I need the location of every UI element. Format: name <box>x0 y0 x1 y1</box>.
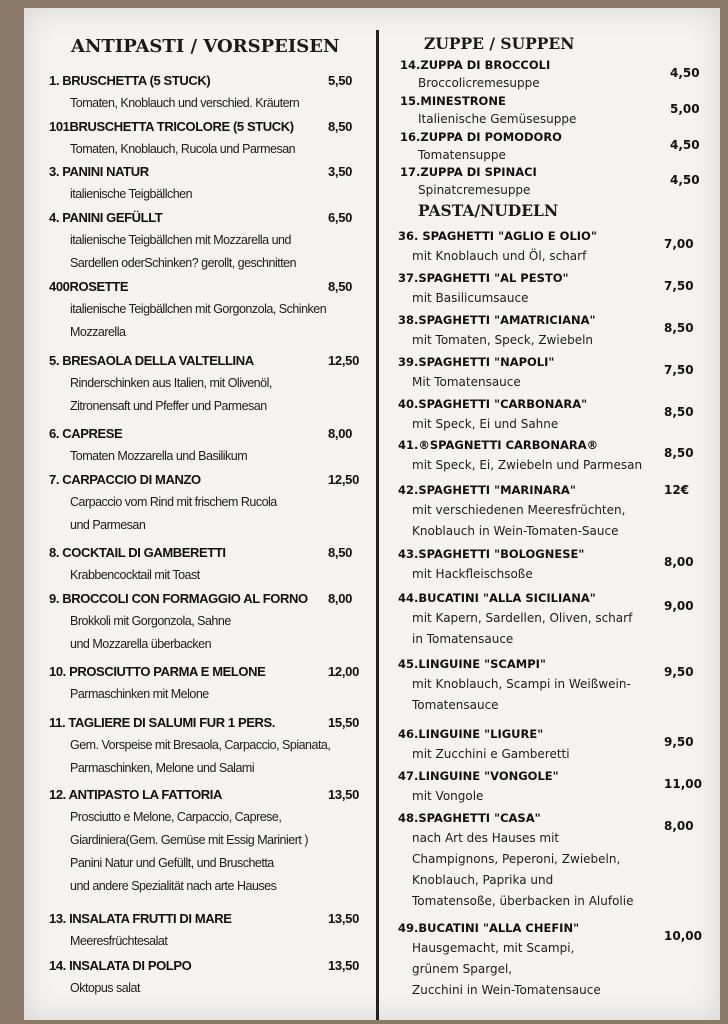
item-name: 6. CAPRESE <box>49 426 123 441</box>
item-name: 16.ZUPPA DI POMODORO <box>400 130 562 144</box>
item-description: Parmaschinken mit Melone <box>70 687 209 701</box>
item-price: 4,50 <box>670 173 700 187</box>
item-price: 4,50 <box>670 66 700 80</box>
item-price: 12,50 <box>328 472 360 487</box>
menu-sheet <box>24 8 720 1020</box>
item-name: 44.BUCATINI "ALLA SICILIANA" <box>398 591 596 605</box>
item-name: 15.MINESTRONE <box>400 94 506 108</box>
item-price: 13,50 <box>328 911 360 926</box>
item-description: Carpaccio vom Rind mit frischem Rucola <box>70 495 277 509</box>
item-description: mit verschiedenen Meeresfrüchten, <box>412 503 626 517</box>
item-description: Tomatensauce <box>412 698 499 712</box>
item-description: Knoblauch, Paprika und <box>412 873 554 887</box>
item-description: und Parmesan <box>70 518 146 532</box>
item-name: 45.LINGUINE "SCAMPI" <box>398 657 546 671</box>
item-price: 7,50 <box>664 279 694 293</box>
item-description: mit Hackfleischsoße <box>412 567 533 581</box>
item-description: mit Zucchini e Gamberetti <box>412 747 570 761</box>
item-name: 10. PROSCIUTTO PARMA E MELONE <box>49 664 266 679</box>
item-description: Hausgemacht, mit Scampi, <box>412 941 575 955</box>
item-name: 47.LINGUINE "VONGOLE" <box>398 769 559 783</box>
item-description: Sardellen oderSchinken? gerollt, geschnitten <box>70 256 297 270</box>
item-description: mit Tomaten, Speck, Zwiebeln <box>412 333 594 347</box>
item-description: Tomaten, Knoblauch, Rucola und Parmesan <box>70 142 296 156</box>
item-price: 6,50 <box>328 210 353 225</box>
item-name: 42.SPAGHETTI "MARINARA" <box>398 483 576 497</box>
item-description: Broccolicremesuppe <box>418 76 540 90</box>
item-name: 39.SPAGHETTI "NAPOLI" <box>398 355 555 369</box>
item-price: 8,50 <box>664 446 694 460</box>
item-description: Tomatensuppe <box>418 148 506 162</box>
item-name: 400ROSETTE <box>49 279 129 294</box>
item-price: 8,50 <box>328 119 353 134</box>
item-name: 49.BUCATINI "ALLA CHEFIN" <box>398 921 580 935</box>
item-price: 9,50 <box>664 735 694 749</box>
item-name: 12. ANTIPASTO LA FATTORIA <box>49 787 222 802</box>
item-description: Giardiniera(Gem. Gemüse mit Essig Mariniert ) <box>70 833 308 847</box>
item-price: 13,50 <box>328 787 360 802</box>
item-price: 8,00 <box>328 591 353 606</box>
item-name: 40.SPAGHETTI "CARBONARA" <box>398 397 588 411</box>
item-price: 13,50 <box>328 958 360 973</box>
item-name: 37.SPAGHETTI "AL PESTO" <box>398 271 569 285</box>
item-name: 14. INSALATA DI POLPO <box>49 958 192 973</box>
item-price: 9,50 <box>664 665 694 679</box>
item-description: Brokkoli mit Gorgonzola, Sahne <box>70 614 231 628</box>
item-price: 10,00 <box>664 929 702 943</box>
zuppe-heading: ZUPPE / SUPPEN <box>424 34 575 53</box>
item-name: 36. SPAGHETTI "AGLIO E OLIO" <box>398 229 597 243</box>
item-name: 14.ZUPPA DI BROCCOLI <box>400 58 551 72</box>
item-description: Champignons, Peperoni, Zwiebeln, <box>412 852 621 866</box>
item-price: 15,50 <box>328 715 360 730</box>
item-description: Panini Natur und Gefüllt, und Bruschetta <box>70 856 274 870</box>
item-description: mit Speck, Ei, Zwiebeln und Parmesan <box>412 458 643 472</box>
item-name: 1. BRUSCHETTA (5 STUCK) <box>49 73 211 88</box>
item-price: 7,50 <box>664 363 694 377</box>
item-description: mit Vongole <box>412 789 484 803</box>
item-description: und andere Spezialität nach arte Hauses <box>70 879 277 893</box>
item-price: 5,00 <box>670 102 700 116</box>
item-price: 4,50 <box>670 138 700 152</box>
item-description: in Tomatensauce <box>412 632 514 646</box>
item-description: Mit Tomatensauce <box>412 375 521 389</box>
item-description: Zitronensaft und Pfeffer und Parmesan <box>70 399 267 413</box>
antipasti-heading: ANTIPASTI / VORSPEISEN <box>71 36 340 57</box>
item-description: nach Art des Hauses mit <box>412 831 560 845</box>
item-description: Krabbencocktail mit Toast <box>70 568 200 582</box>
item-name: 48.SPAGHETTI "CASA" <box>398 811 541 825</box>
item-description: Prosciutto e Melone, Carpaccio, Caprese, <box>70 810 282 824</box>
item-price: 9,00 <box>664 599 694 613</box>
item-name: 5. BRESAOLA DELLA VALTELLINA <box>49 353 254 368</box>
item-name: 41.®SPAGNETTI CARBONARA® <box>398 438 599 452</box>
item-name: 38.SPAGHETTI "AMATRICIANA" <box>398 313 596 327</box>
item-price: 3,50 <box>328 164 353 179</box>
item-description: Tomaten, Knoblauch und verschied. Kräutern <box>70 96 300 110</box>
item-name: 43.SPAGHETTI "BOLOGNESE" <box>398 547 585 561</box>
item-name: 101BRUSCHETTA TRICOLORE (5 STUCK) <box>49 119 294 134</box>
item-description: Italienische Gemüsesuppe <box>418 112 577 126</box>
item-price: 12,50 <box>328 353 360 368</box>
column-divider <box>376 30 379 1020</box>
item-price: 7,00 <box>664 237 694 251</box>
item-description: mit Speck, Ei und Sahne <box>412 417 559 431</box>
item-price: 11,00 <box>664 777 702 791</box>
item-description: Parmaschinken, Melone und Salami <box>70 761 255 775</box>
item-name: 17.ZUPPA DI SPINACI <box>400 165 537 179</box>
item-price: 8,50 <box>328 545 353 560</box>
pasta-heading: PASTA/NUDELN <box>418 201 559 220</box>
item-description: mit Knoblauch, Scampi in Weißwein- <box>412 677 631 691</box>
item-description: Meeresfrüchtesalat <box>70 934 168 948</box>
item-price: 8,50 <box>328 279 353 294</box>
item-description: mit Basilicumsauce <box>412 291 529 305</box>
item-description: italienische Teigbällchen mit Gorgonzola, Schinken <box>70 302 327 316</box>
item-name: 11. TAGLIERE DI SALUMI FUR 1 PERS. <box>49 715 275 730</box>
item-price: 8,00 <box>328 426 353 441</box>
item-description: Spinatcremesuppe <box>418 183 531 197</box>
item-description: Gem. Vorspeise mit Bresaola, Carpaccio, Spianata, <box>70 738 331 752</box>
item-price: 8,50 <box>664 405 694 419</box>
item-name: 9. BROCCOLI CON FORMAGGIO AL FORNO <box>49 591 308 606</box>
item-name: 7. CARPACCIO DI MANZO <box>49 472 201 487</box>
item-name: 13. INSALATA FRUTTI DI MARE <box>49 911 232 926</box>
item-description: mit Kapern, Sardellen, Oliven, scharf <box>412 611 633 625</box>
item-description: Rinderschinken aus Italien, mit Olivenöl, <box>70 376 272 390</box>
item-name: 8. COCKTAIL DI GAMBERETTI <box>49 545 226 560</box>
item-description: Knoblauch in Wein-Tomaten-Sauce <box>412 524 619 538</box>
item-price: 8,00 <box>664 555 694 569</box>
item-description: Mozzarella <box>70 325 126 339</box>
item-description: italienische Teigbällchen <box>70 187 193 201</box>
item-description: Tomatensoße, überbacken in Alufolie <box>412 894 634 908</box>
item-price: 12€ <box>664 483 690 497</box>
item-description: italienische Teigbällchen mit Mozzarella und <box>70 233 291 247</box>
item-description: Zucchini in Wein-Tomatensauce <box>412 983 601 997</box>
item-price: 8,50 <box>664 321 694 335</box>
item-description: Tomaten Mozzarella und Basilikum <box>70 449 248 463</box>
item-price: 8,00 <box>664 819 694 833</box>
item-description: grünem Spargel, <box>412 962 513 976</box>
item-name: 4. PANINI GEFÜLLT <box>49 210 163 225</box>
item-name: 3. PANINI NATUR <box>49 164 149 179</box>
item-description: Oktopus salat <box>70 981 140 995</box>
item-description: mit Knoblauch und Öl, scharf <box>412 249 587 263</box>
item-name: 46.LINGUINE "LIGURE" <box>398 727 544 741</box>
item-description: und Mozzarella überbacken <box>70 637 212 651</box>
item-price: 12,00 <box>328 664 360 679</box>
item-price: 5,50 <box>328 73 353 88</box>
